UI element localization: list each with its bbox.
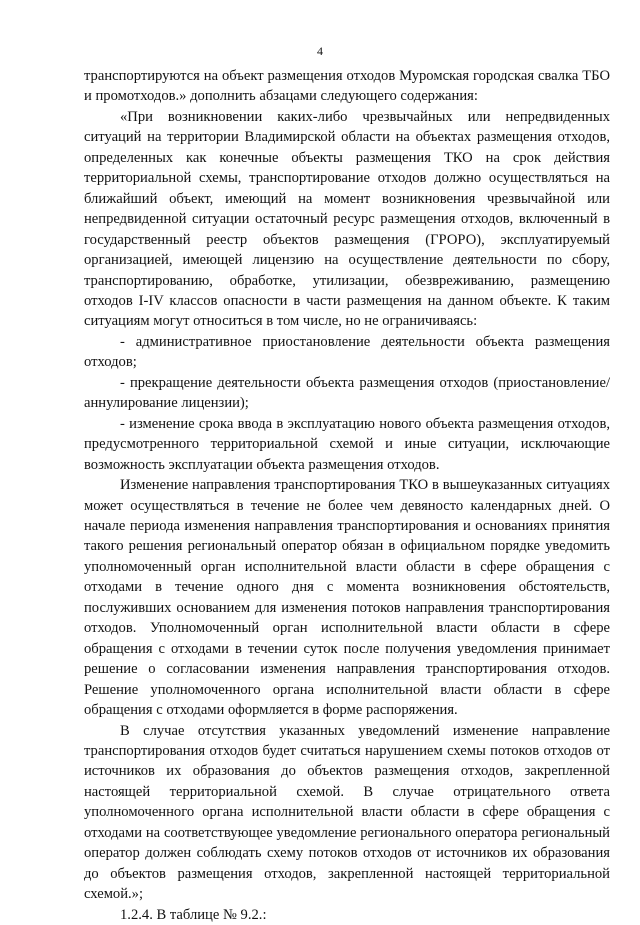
paragraph-direction-change: Изменение направления транспортирования ТКО в вышеуказанных ситуациях может осуществляться в течение не более чем девяносто календарных дней. О начале периода изменения направления транспортирования и основаниях принятия такого решения региональный оператор обязан в официальном порядке уведомить уполномоченный орган исполнительной власти области в сфере обращения с отходами в течение одного дня с момента возникновения обстоятельств, послуживших основанием для изменения потоков направления транспортирования отходов. Уполномоченный орган исполнительной власти области в сфере обращения с отходами в течении суток после получения уведомления принимает решение о согласовании изменения направления транспортирования отходов. Решение уполномоченного органа исполнительной власти области в сфере обращения с отходами оформляется в форме распоряжения. [84, 477, 610, 719]
paragraph-absence-of-notice: В случае отсутствия указанных уведомлений изменение направление транспортирования отходов будет считаться нарушением схемы потоков отходов от источников их образования до объектов размещения отходов, закрепленной настоящей территориальной схемой. В случае отрицательного ответа уполномоченного органа исполнительной власти области в сфере обращения с отходами на соответствующее уведомление регионального оператора региональный оператор должен соблюдать схему потоков отходов от источников их образования до объектов размещения отходов, закрепленной настоящей территориальной схемой.»; [84, 722, 610, 903]
paragraph-continuation: транспортируются на объект размещения отходов Муромская городская свалка ТБО и промотходов.» дополнить абзацами следующего содержания: [84, 68, 610, 105]
page-number: 4 [317, 44, 323, 58]
list-item-termination: - прекращение деятельности объекта размещения отходов (приостановление/аннулирование лицензии); [84, 374, 610, 412]
list-item-commissioning-change: - изменение срока ввода в эксплуатацию нового объекта размещения отходов, предусмотренного территориальной схемой и иные ситуации, исключающие возможность эксплуатации объекта размещения отходов. [84, 415, 610, 473]
list-item-suspension: - административное приостановление деятельности объекта размещения отходов; [84, 333, 610, 371]
paragraph-emergency-situations: «При возникновении каких-либо чрезвычайных или непредвиденных ситуаций на территории Владимирской области на объектах размещения отходов, определенных как конечные объекты размещения ТКО на срок действия территориальной схемы, транспортирование отходов должно осуществляться на ближайший объект, имеющий на момент возникновения чрезвычайной или непредвиденной ситуации остаточный ресурс размещения отходов, включенный в государственный реестр объектов размещения (ГРОРО), эксплуатируемый организацией, имеющей лицензию на осуществление деятельности по сбору, транспортированию, обработке, утилизации, обезвреживанию, размещению отходов I-IV классов опасности в части размещения на данном объекте. К таким ситуациям могут относиться в том числе, но не ограничиваясь: [84, 108, 610, 330]
paragraph-table-reference: 1.2.4. В таблице № 9.2.: [120, 906, 267, 923]
document-body [84, 66, 610, 925]
